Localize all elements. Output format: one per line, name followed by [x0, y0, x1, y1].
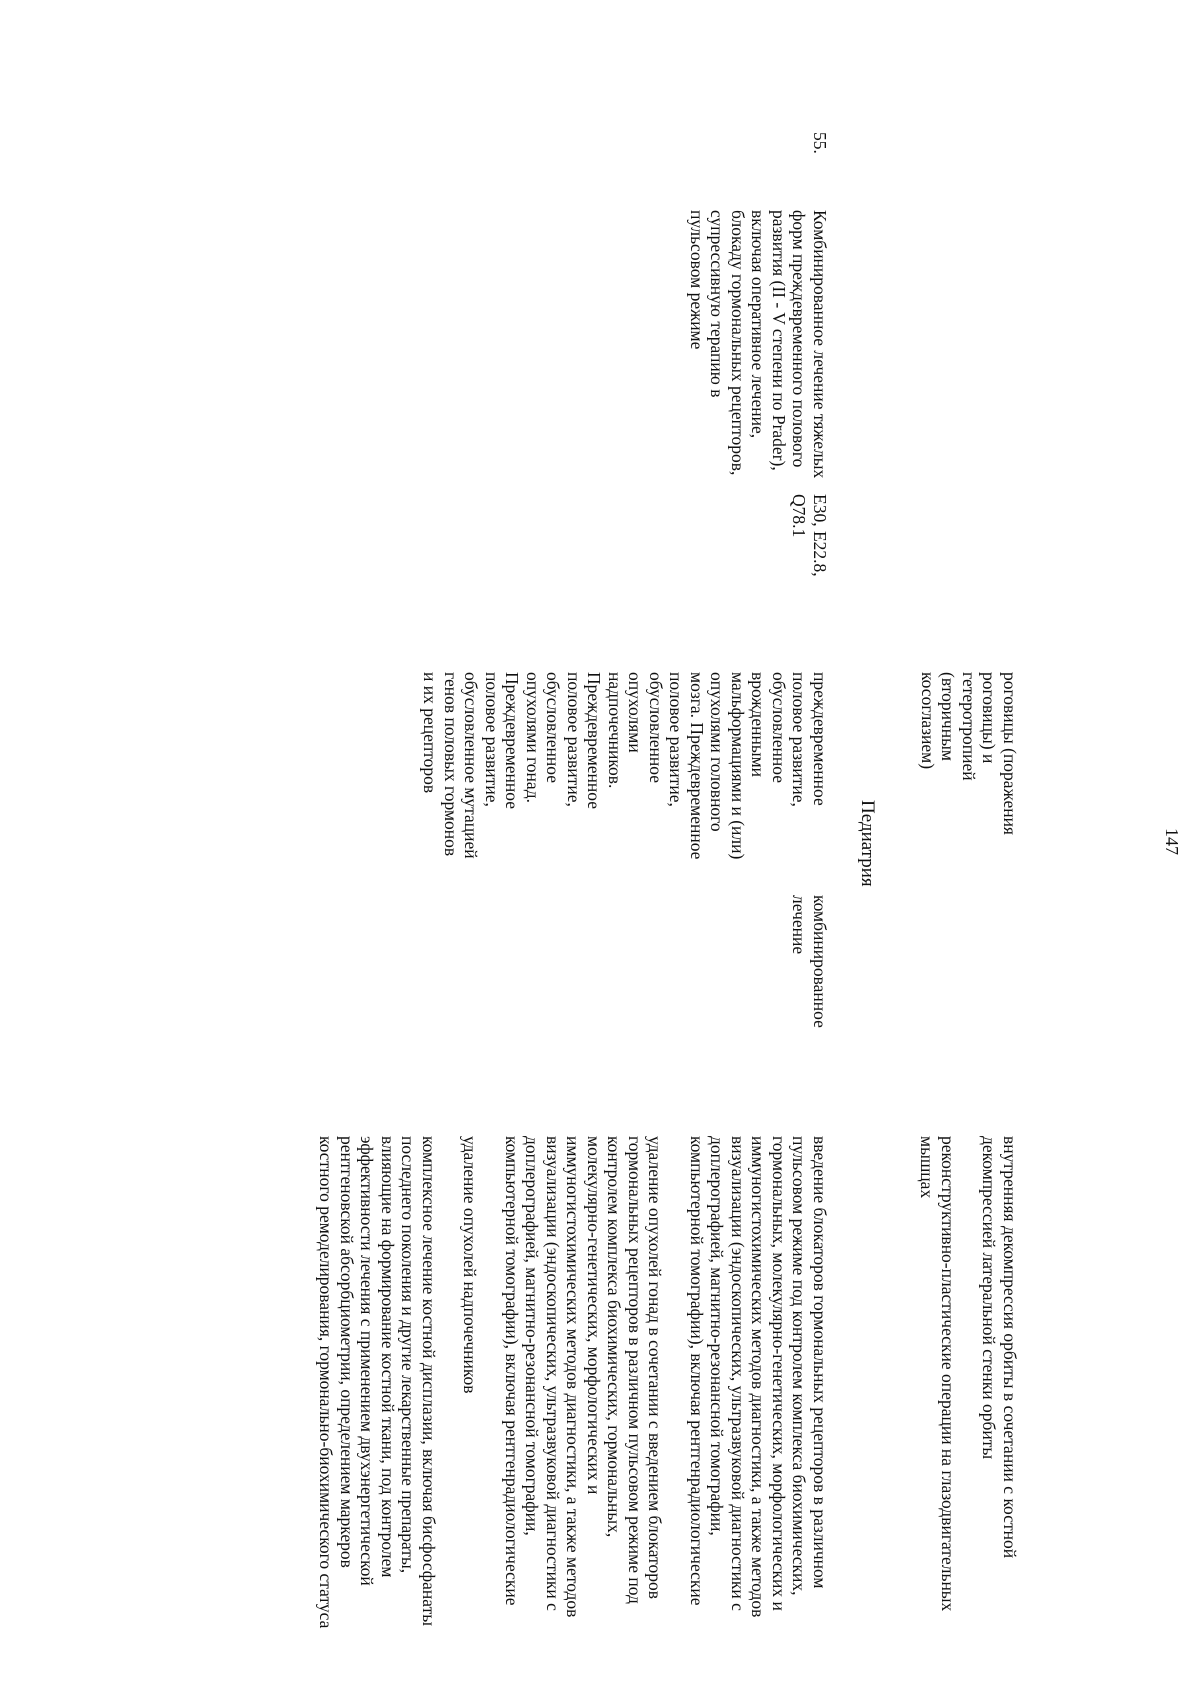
disease-description: преждевременное половое развитие, обусловленное врожденными мальформациями и (или) опухолями головного мозга. Преждевременное половое развитие, обусловленное опухолями надпочечников. Преждевременное половое развитие, обусловленное опухолями гонад. Преждевременное половое развитие, обусловленное мутацией генов половых гормонов и их рецепторов [420, 672, 830, 860]
page-number: 147 [1162, 828, 1182, 855]
prev-row-method-2: реконструктивно-пластические операции на глазодвигательных мышцах [917, 1136, 958, 1612]
intervention-name: Комбинированное лечение тяжелых форм преждевременного полового развития (II - V степени по Prader), включая оперативное лечение, блокаду гормональных рецепторов, супрессивную терапию в пульсовом режиме [687, 210, 830, 479]
method-4: комплексное лечение костной дисплазии, включая бисфосфанаты последнего поколения и другие лекарственные препараты, влияющие на формирование костной ткани, под контролем эффективности лечения с применением двухэнергетической рентгеновской абсорбциометрии, определением маркеров костного ремоделирования, гормонально-биохимического статуса [316, 1136, 439, 1629]
row-number: 55. [810, 132, 830, 154]
method-2: удаление опухолей гонад в сочетании с введением блокаторов гормональных рецепторов в различном пульсовом режиме под контролем комплекса биохимических, гормональных, молекулярно-генетических, морфологических и иммуногистохимических методов диагностики, а также методов визуализации (эндоскопических, ультразвуковой диагностики с доплерографией, магнитно-резонансной томографии, компьютерной томографии), включая рентгенрадиологические [502, 1136, 666, 1618]
prev-row-method-1: внутренняя декомпрессия орбиты в сочетании с костной декомпрессией латеральной стенки орбиты [979, 1136, 1020, 1559]
prev-row-disease: роговицы (поражения роговицы) и гетеротропией (вторичным косоглазием) [918, 672, 1020, 835]
method-1: введение блокаторов гормональных рецепторов в различном пульсовом режиме под контролем комплекса биохимических, гормональных, молекулярно-генетических, морфологических и иммуногистохимических методов диагностики, а также методов визуализации (эндоскопических, ультразвуковой диагностики с доплерографией, магнитно-резонансной томографии, компьютерной томографии), включая рентгенрадиологические [687, 1136, 830, 1618]
icd-codes: E30, E22.8, Q78.1 [789, 494, 830, 577]
method-3: удаление опухолей надпочечников [460, 1136, 481, 1394]
section-title: Педиатрия [857, 800, 878, 887]
treatment-type: комбинированное лечение [789, 895, 830, 1028]
prev-row-methods [917, 1136, 1020, 1636]
treatment-methods [316, 1136, 830, 1636]
